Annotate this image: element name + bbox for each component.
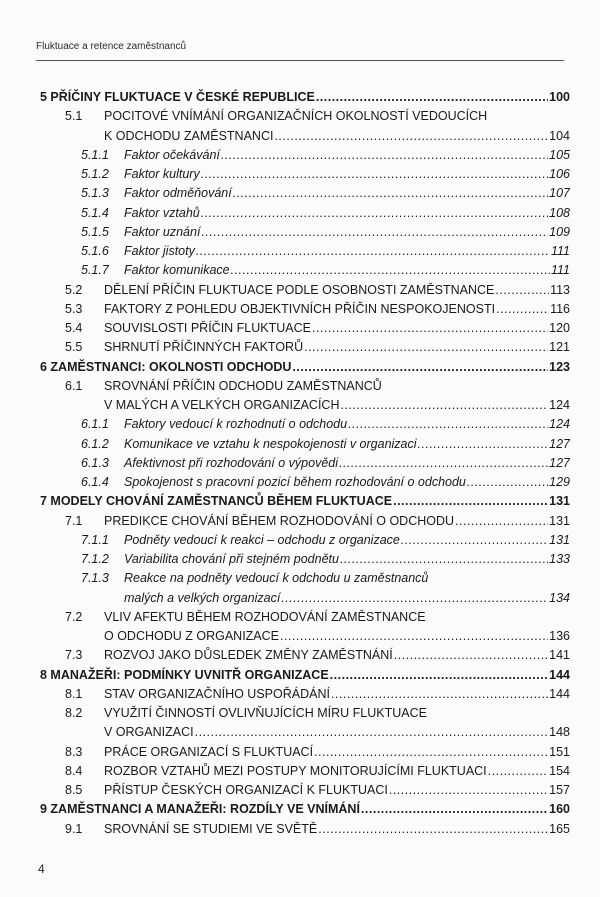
dot-leader bbox=[401, 531, 548, 550]
toc-entry-page: 127 bbox=[549, 436, 570, 451]
toc-entry-title: K ODCHODU ZAMĚSTNANCI bbox=[104, 128, 274, 143]
toc-entry bbox=[40, 223, 570, 242]
toc-entry bbox=[40, 415, 570, 434]
toc-entry bbox=[40, 127, 570, 146]
dot-leader bbox=[330, 666, 548, 685]
toc-entry-title: V ORGANIZACI bbox=[104, 725, 194, 740]
toc-entry-title: VYUŽITÍ ČINNOSTÍ OVLIVŇUJÍCÍCH MÍRU FLUKTUACE bbox=[104, 706, 427, 720]
toc-entry-number: 6.1.2 bbox=[81, 436, 109, 451]
toc-entry-title: FAKTORY Z POHLEDU OBJEKTIVNÍCH PŘÍČIN NESPOKOJENOSTI bbox=[104, 301, 496, 316]
toc-entry-page: 131 bbox=[549, 494, 570, 509]
toc-entry-page: 136 bbox=[549, 629, 570, 643]
toc-entry-title: SROVNÁNÍ SE STUDIEMI VE SVĚTĚ bbox=[104, 821, 318, 836]
toc-entry-title: Reakce na podněty vedoucí k odchodu u zaměstnanců bbox=[124, 571, 429, 586]
dot-leader bbox=[201, 165, 548, 184]
toc-entry-page: 144 bbox=[549, 686, 570, 701]
toc-entry bbox=[40, 685, 570, 704]
toc-entry-title: POCITOVÉ VNÍMÁNÍ ORGANIZAČNÍCH OKOLNOSTÍ VEDOUCÍCH bbox=[104, 109, 488, 124]
toc-entry-page: 144 bbox=[549, 667, 570, 682]
toc-entry-page: 106 bbox=[549, 167, 570, 181]
toc-entry-title: O ODCHODU Z ORGANIZACE bbox=[104, 629, 280, 643]
dot-leader bbox=[455, 512, 548, 531]
dot-leader bbox=[221, 146, 548, 165]
dot-leader bbox=[340, 550, 548, 569]
toc-entry bbox=[40, 88, 570, 107]
dot-leader bbox=[280, 627, 548, 646]
toc-entry-number: 6.1.1 bbox=[81, 417, 109, 432]
toc-entry bbox=[40, 820, 570, 839]
toc-entry-title: VLIV AFEKTU BĚHEM ROZHODOVÁNÍ ZAMĚSTNANCE bbox=[104, 609, 426, 624]
toc-entry bbox=[40, 396, 570, 415]
dot-leader bbox=[231, 261, 550, 280]
dot-leader bbox=[318, 820, 548, 839]
running-head: Fluktuace a retence zaměstnanců bbox=[36, 41, 187, 52]
toc-entry-number: 6.1.3 bbox=[81, 455, 109, 470]
dot-leader bbox=[496, 300, 549, 319]
toc-entry-title: Afektivnost při rozhodování o výpovědi bbox=[124, 455, 339, 470]
toc-entry-page: 160 bbox=[549, 802, 570, 817]
toc-entry-page: 120 bbox=[549, 321, 570, 335]
toc-entry-page: 111 bbox=[550, 263, 570, 278]
toc-entry bbox=[40, 492, 570, 511]
dot-leader bbox=[495, 281, 549, 300]
toc-entry-title: 5 PŘÍČINY FLUKTUACE V ČESKÉ REPUBLICE bbox=[40, 90, 315, 104]
dot-leader bbox=[488, 762, 548, 781]
dot-leader bbox=[394, 646, 548, 665]
toc-entry bbox=[40, 589, 570, 608]
toc-entry bbox=[40, 261, 570, 280]
toc-entry bbox=[40, 531, 570, 550]
toc-entry-number: 7.2 bbox=[65, 609, 83, 624]
toc-entry-title: 9 ZAMĚSTNANCI A MANAŽEŘI: ROZDÍLY VE VNÍMÁNÍ bbox=[40, 802, 360, 817]
dot-leader bbox=[467, 473, 548, 492]
toc-entry-title: Faktor odměňování bbox=[124, 186, 232, 201]
toc-entry-number: 9.1 bbox=[65, 821, 83, 836]
toc-entry-title: PREDIKCE CHOVÁNÍ BĚHEM ROZHODOVÁNÍ O ODCHODU bbox=[104, 513, 455, 528]
toc-entry-number: 5.1.6 bbox=[81, 244, 109, 258]
toc-entry-page: 131 bbox=[549, 532, 570, 547]
toc-entry-number: 7.3 bbox=[65, 648, 83, 663]
toc-entry-title: ROZBOR VZTAHŮ MEZI POSTUPY MONITORUJÍCÍMI FLUKTUACI bbox=[104, 763, 487, 778]
dot-leader bbox=[340, 396, 548, 415]
toc-entry bbox=[40, 454, 570, 473]
toc-entry-page: 123 bbox=[549, 359, 570, 374]
toc-entry bbox=[40, 358, 570, 377]
toc-entry-page: 134 bbox=[549, 590, 570, 605]
toc-entry-page: 116 bbox=[550, 301, 570, 316]
toc-entry-number: 8.5 bbox=[65, 783, 83, 797]
toc-entry-title: ROZVOJ JAKO DŮSLEDEK ZMĚNY ZAMĚSTNÁNÍ bbox=[104, 648, 393, 663]
toc-entry-title: Faktor uznání bbox=[124, 224, 201, 239]
toc-entry bbox=[40, 781, 570, 800]
toc-entry bbox=[40, 107, 570, 126]
toc-entry-title: DĚLENÍ PŘÍČIN FLUKTUACE PODLE OSOBNOSTI ZAMĚSTNANCE bbox=[104, 282, 495, 297]
toc-entry bbox=[40, 435, 570, 454]
toc-entry-page: 131 bbox=[549, 513, 570, 528]
toc-entry-page: 105 bbox=[549, 147, 570, 162]
toc-entry-page: 151 bbox=[549, 744, 570, 759]
dot-leader bbox=[312, 319, 548, 338]
toc-entry-number: 8.1 bbox=[65, 686, 83, 701]
dot-leader bbox=[292, 358, 548, 377]
toc-entry-title: Faktor očekávání bbox=[124, 147, 220, 162]
toc-entry-title: Podněty vedoucí k reakci – odchodu z organizace bbox=[124, 532, 400, 547]
toc-entry-title: Variabilita chování při stejném podnětu bbox=[124, 552, 339, 566]
dot-leader bbox=[201, 204, 548, 223]
toc-entry-page: 113 bbox=[550, 282, 570, 297]
toc-entry bbox=[40, 762, 570, 781]
toc-entry-number: 7.1.3 bbox=[81, 571, 109, 586]
toc-entry bbox=[40, 377, 570, 396]
header-rule bbox=[36, 60, 564, 61]
toc-entry bbox=[40, 800, 570, 819]
toc-entry-title: PŘÍSTUP ČESKÝCH ORGANIZACÍ K FLUKTUACI bbox=[104, 783, 388, 797]
toc-entry bbox=[40, 281, 570, 300]
toc-entry bbox=[40, 204, 570, 223]
toc-entry-page: 121 bbox=[549, 340, 570, 355]
toc-entry-page: 100 bbox=[549, 90, 570, 104]
toc-entry-title: Faktor vztahů bbox=[124, 205, 200, 220]
toc-entry-page: 141 bbox=[549, 648, 570, 663]
toc-entry-number: 7.1.1 bbox=[81, 532, 109, 547]
toc-entry-number: 5.1.1 bbox=[81, 147, 109, 162]
toc-entry bbox=[40, 704, 570, 723]
toc-entry-page: 129 bbox=[549, 475, 570, 489]
toc-entry-number: 8.4 bbox=[65, 763, 83, 778]
toc-entry-title: V MALÝCH A VELKÝCH ORGANIZACÍCH bbox=[104, 398, 340, 412]
toc-entry bbox=[40, 512, 570, 531]
toc-entry bbox=[40, 646, 570, 665]
toc-entry-page: 124 bbox=[549, 417, 570, 432]
dot-leader bbox=[316, 88, 548, 107]
toc-entry bbox=[40, 242, 570, 261]
toc-entry bbox=[40, 165, 570, 184]
toc-entry-title: Spokojenost s pracovní pozicí během rozhodování o odchodu bbox=[124, 475, 466, 489]
dot-leader bbox=[393, 492, 548, 511]
toc-entry-title: Faktor kultury bbox=[124, 167, 200, 181]
dot-leader bbox=[331, 685, 548, 704]
toc-entry-number: 5.1.5 bbox=[81, 224, 109, 239]
dot-leader bbox=[339, 454, 548, 473]
toc-entry-number: 5.2 bbox=[65, 282, 83, 297]
toc-entry-title: SROVNÁNÍ PŘÍČIN ODCHODU ZAMĚSTNANCŮ bbox=[104, 378, 382, 393]
toc-entry-title: Komunikace ve vztahu k nespokojenosti v organizaci bbox=[124, 436, 417, 451]
toc-entry bbox=[40, 319, 570, 338]
toc-entry-page: 109 bbox=[549, 224, 570, 239]
toc-entry-page: 165 bbox=[549, 821, 570, 836]
toc-entry-number: 5.3 bbox=[65, 301, 83, 316]
toc-entry-page: 108 bbox=[549, 205, 570, 220]
dot-leader bbox=[418, 435, 549, 454]
toc-entry-title: 8 MANAŽEŘI: PODMÍNKY UVNITŘ ORGANIZACE bbox=[40, 667, 329, 682]
toc-entry bbox=[40, 569, 570, 588]
toc-entry-number: 6.1 bbox=[65, 378, 83, 393]
toc-entry-number: 5.1 bbox=[65, 109, 83, 124]
dot-leader bbox=[314, 743, 548, 762]
toc-entry-number: 7.1.2 bbox=[81, 552, 109, 566]
dot-leader bbox=[348, 415, 548, 434]
toc-entry-title: PRÁCE ORGANIZACÍ S FLUKTUACÍ bbox=[104, 744, 314, 759]
toc-entry bbox=[40, 608, 570, 627]
toc-entry-title: 7 MODELY CHOVÁNÍ ZAMĚSTNANCŮ BĚHEM FLUKTUACE bbox=[40, 494, 393, 509]
toc-entry-number: 8.2 bbox=[65, 706, 83, 720]
toc-entry-page: 124 bbox=[549, 398, 570, 412]
toc-entry bbox=[40, 300, 570, 319]
toc-entry-title: malých a velkých organizací bbox=[124, 590, 281, 605]
dot-leader bbox=[201, 223, 548, 242]
table-of-contents bbox=[40, 88, 570, 839]
toc-entry-number: 5.1.3 bbox=[81, 186, 109, 201]
dot-leader bbox=[274, 127, 548, 146]
toc-entry bbox=[40, 146, 570, 165]
toc-entry-number: 7.1 bbox=[65, 513, 83, 528]
dot-leader bbox=[389, 781, 548, 800]
toc-entry-page: 127 bbox=[549, 455, 570, 470]
toc-entry-page: 111 bbox=[550, 244, 570, 258]
toc-entry-page: 148 bbox=[549, 725, 570, 740]
toc-entry bbox=[40, 627, 570, 646]
page-number: 4 bbox=[38, 862, 45, 876]
toc-entry-page: 133 bbox=[549, 552, 570, 566]
toc-entry bbox=[40, 743, 570, 762]
toc-entry-number: 5.5 bbox=[65, 340, 83, 355]
toc-entry-title: SHRNUTÍ PŘÍČINNÝCH FAKTORŮ bbox=[104, 340, 304, 355]
toc-entry-title: Faktor jistoty bbox=[124, 244, 195, 258]
toc-entry-number: 5.1.2 bbox=[81, 167, 109, 181]
toc-entry-title: Faktory vedoucí k rozhodnutí o odchodu bbox=[124, 417, 348, 432]
toc-entry-page: 107 bbox=[549, 186, 570, 201]
toc-entry bbox=[40, 550, 570, 569]
toc-entry-number: 5.1.7 bbox=[81, 263, 109, 278]
dot-leader bbox=[196, 242, 550, 261]
toc-entry bbox=[40, 338, 570, 357]
toc-entry bbox=[40, 184, 570, 203]
toc-entry bbox=[40, 723, 570, 742]
toc-entry bbox=[40, 666, 570, 685]
toc-entry-number: 5.4 bbox=[65, 321, 83, 335]
toc-entry-title: SOUVISLOSTI PŘÍČIN FLUKTUACE bbox=[104, 321, 311, 335]
toc-entry-number: 8.3 bbox=[65, 744, 83, 759]
dot-leader bbox=[281, 589, 548, 608]
toc-entry-title: 6 ZAMĚSTNANCI: OKOLNOSTI ODCHODU bbox=[40, 359, 292, 374]
toc-entry-number: 5.1.4 bbox=[81, 205, 109, 220]
dot-leader bbox=[361, 800, 548, 819]
toc-entry-title: Faktor komunikace bbox=[124, 263, 230, 278]
dot-leader bbox=[233, 184, 548, 203]
dot-leader bbox=[304, 338, 548, 357]
toc-entry-title: STAV ORGANIZAČNÍHO USPOŘÁDÁNÍ bbox=[104, 686, 330, 701]
toc-entry bbox=[40, 473, 570, 492]
dot-leader bbox=[195, 723, 549, 742]
toc-entry-page: 154 bbox=[549, 763, 570, 778]
toc-entry-page: 157 bbox=[549, 783, 570, 797]
toc-entry-page: 104 bbox=[549, 128, 570, 143]
toc-entry-number: 6.1.4 bbox=[81, 475, 109, 489]
